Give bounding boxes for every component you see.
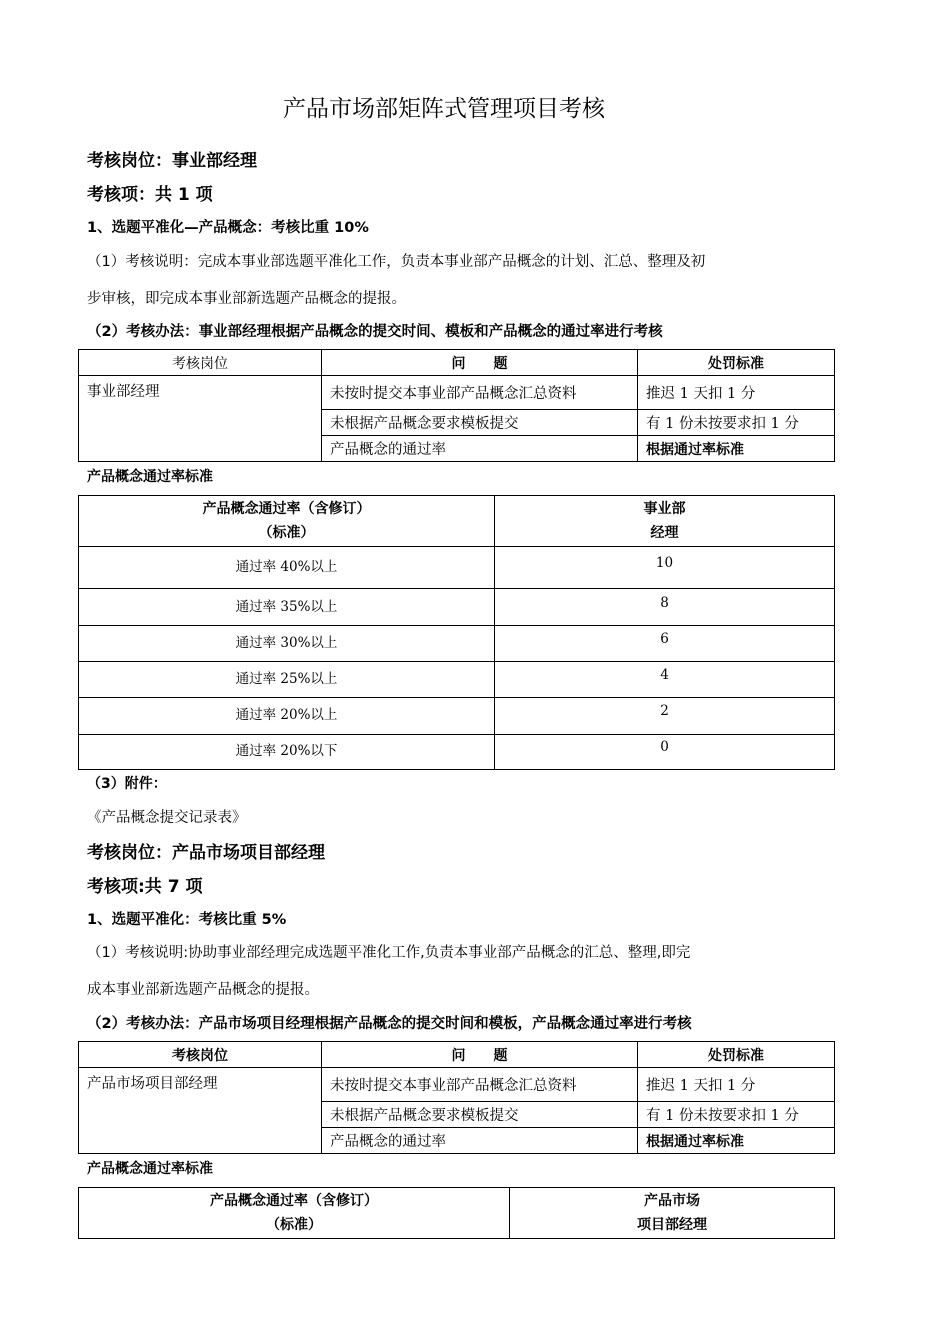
table-row [79, 626, 835, 662]
score-cell: 0 [495, 735, 835, 770]
table-cell-penalty: 根据通过率标准 [638, 1128, 835, 1154]
table-row [79, 662, 835, 698]
section2-rate-table [78, 1187, 835, 1239]
score-cell: 6 [495, 626, 835, 662]
table-cell-penalty: 有 1 份未按要求扣 1 分 [638, 1102, 835, 1128]
section1-items-heading: 考核项：共 1 项 [87, 185, 213, 205]
section1-penalty-table [78, 349, 835, 462]
table-cell-issue: 产品概念的通过率 [322, 1128, 638, 1154]
table-row [79, 589, 835, 626]
section2-desc-line1: （1）考核说明:协助事业部经理完成选题平准化工作,负责本事业部产品概念的汇总、整理,即完 [87, 945, 691, 961]
table-row [79, 735, 835, 770]
section1-rate-title: 产品概念通过率标准 [87, 469, 213, 485]
section2-rate-title: 产品概念通过率标准 [87, 1161, 213, 1177]
section1-attachment-name: 《产品概念提交记录表》 [87, 810, 247, 826]
table-cell-issue: 未根据产品概念要求模板提交 [322, 1102, 638, 1128]
score-cell: 4 [495, 662, 835, 698]
rate-header-left-line2: （标准） [258, 525, 315, 541]
rate-table-header-row [79, 1188, 835, 1239]
table-cell-issue: 未根据产品概念要求模板提交 [322, 410, 638, 436]
rate-cell: 通过率 25%以上 [79, 662, 495, 698]
rate-header-right [510, 1188, 835, 1239]
rate-cell: 通过率 20%以下 [79, 735, 495, 770]
rate-header-left-line2: （标准） [266, 1217, 322, 1233]
table-cell-issue: 未按时提交本事业部产品概念汇总资料 [322, 1068, 638, 1102]
table-cell-post: 事业部经理 [79, 376, 322, 462]
section1-post-heading: 考核岗位：事业部经理 [87, 151, 257, 171]
section1-method: （2）考核办法：事业部经理根据产品概念的提交时间、模板和产品概念的通过率进行考核 [87, 324, 663, 340]
table-header-penalty: 处罚标准 [638, 1042, 835, 1068]
page-title: 产品市场部矩阵式管理项目考核 [283, 96, 605, 122]
table-header-post: 考核岗位 [79, 350, 322, 376]
score-cell: 2 [495, 698, 835, 735]
section2-item1-title: 1、选题平准化：考核比重 5% [87, 912, 287, 928]
section2-post-heading: 考核岗位：产品市场项目部经理 [87, 843, 325, 863]
score-cell: 10 [495, 547, 835, 589]
table-cell-post: 产品市场项目部经理 [79, 1068, 322, 1154]
table-row [79, 376, 835, 410]
section2-items-heading: 考核项:共 7 项 [87, 877, 203, 897]
rate-table-header-row [79, 496, 835, 547]
rate-header-right-line1: 产品市场 [644, 1193, 700, 1209]
table-row [79, 1068, 835, 1102]
table-cell-penalty: 有 1 份未按要求扣 1 分 [638, 410, 835, 436]
table-cell-penalty: 根据通过率标准 [638, 436, 835, 462]
section1-desc-line1: （1）考核说明：完成本事业部选题平准化工作，负责本事业部产品概念的计划、汇总、整理及初 [87, 254, 706, 270]
table-cell-penalty: 推迟 1 天扣 1 分 [638, 1068, 835, 1102]
table-header-row [79, 1042, 835, 1068]
section1-rate-table [78, 495, 835, 770]
rate-header-left [79, 496, 495, 547]
table-cell-issue: 未按时提交本事业部产品概念汇总资料 [322, 376, 638, 410]
rate-header-left-line1: 产品概念通过率（含修订） [210, 1193, 378, 1209]
rate-cell: 通过率 20%以上 [79, 698, 495, 735]
table-header-issue: 问 题 [322, 1042, 638, 1068]
table-header-post: 考核岗位 [79, 1042, 322, 1068]
table-row [79, 698, 835, 735]
table-row [79, 547, 835, 589]
table-cell-issue: 产品概念的通过率 [322, 436, 638, 462]
rate-header-left-line1: 产品概念通过率（含修订） [202, 501, 371, 517]
rate-cell: 通过率 40%以上 [79, 547, 495, 589]
rate-header-right [495, 496, 835, 547]
section1-desc-line2: 步审核，即完成本事业部新选题产品概念的提报。 [87, 291, 406, 307]
section2-desc-line2: 成本事业部新选题产品概念的提报。 [87, 982, 319, 998]
table-cell-penalty: 推迟 1 天扣 1 分 [638, 376, 835, 410]
table-header-issue: 问 题 [322, 350, 638, 376]
table-header-penalty: 处罚标准 [638, 350, 835, 376]
score-cell: 8 [495, 589, 835, 626]
rate-cell: 通过率 35%以上 [79, 589, 495, 626]
rate-header-right-line2: 项目部经理 [637, 1217, 707, 1233]
table-header-row [79, 350, 835, 376]
rate-cell: 通过率 30%以上 [79, 626, 495, 662]
section1-attachment-label: （3）附件： [87, 776, 167, 792]
section1-item1-title: 1、选题平准化—产品概念：考核比重 10% [87, 220, 369, 236]
section2-method: （2）考核办法：产品市场项目经理根据产品概念的提交时间和模板，产品概念通过率进行考核 [87, 1016, 692, 1032]
rate-header-right-line1: 事业部 [643, 501, 686, 517]
section2-penalty-table [78, 1041, 835, 1154]
rate-header-left [79, 1188, 510, 1239]
rate-header-right-line2: 经理 [650, 525, 679, 541]
